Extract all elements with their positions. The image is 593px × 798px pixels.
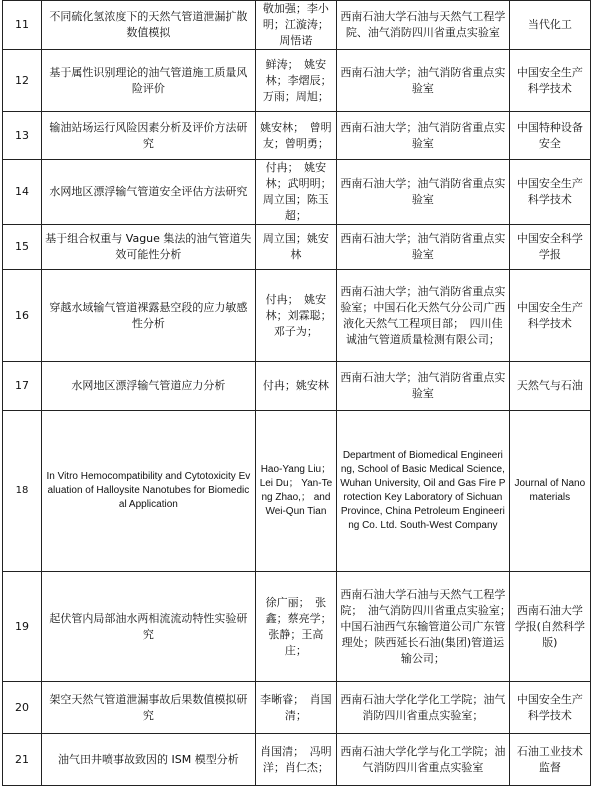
table-row: [3, 160, 591, 225]
paper-authors: 周立国；姚安林: [255, 225, 336, 270]
row-number: 18: [3, 411, 42, 572]
row-number: 17: [3, 362, 42, 411]
paper-authors: 付冉； 姚安林；刘霖聪； 邓子为；: [255, 270, 336, 362]
row-number: 13: [3, 112, 42, 160]
row-number: 19: [3, 572, 42, 682]
table-row: [3, 112, 591, 160]
paper-authors: 姚安林； 曾明友；曾明勇；: [255, 112, 336, 160]
paper-institution: 西南石油大学化学与化工学院；油气消防四川省重点实验室: [337, 734, 510, 786]
paper-journal: 中国安全生产科学技术: [509, 270, 590, 362]
paper-authors: 付冉；姚安林: [255, 362, 336, 411]
table-row: [3, 411, 591, 572]
paper-title: 穿越水域输气管道裸露悬空段的应力敏感性分析: [41, 270, 255, 362]
paper-authors: 李晰睿； 肖国清；: [255, 682, 336, 734]
paper-journal: 中国特种设备安全: [509, 112, 590, 160]
paper-institution: 西南石油大学；油气消防省重点实验室: [337, 362, 510, 411]
table-row: [3, 572, 591, 682]
row-number: 20: [3, 682, 42, 734]
paper-journal: 中国安全科学学报: [509, 225, 590, 270]
paper-journal: 当代化工: [509, 1, 590, 50]
paper-title: 水网地区漂浮输气管道安全评估方法研究: [41, 160, 255, 225]
paper-institution: 西南石油大学；油气消防省重点实验室: [337, 112, 510, 160]
table-row: [3, 362, 591, 411]
paper-title: 基于组合权重与 Vague 集法的油气管道失效可能性分析: [41, 225, 255, 270]
paper-authors: Hao-Yang Liu； Lei Du； Yan-Teng Zhao,； and Wei-Qun Tian: [255, 411, 336, 572]
row-number: 12: [3, 50, 42, 112]
paper-institution: Department of Biomedical Engineering, School of Basic Medical Science, Wuhan University, Oil and Gas Fire Protection Key Laboratory of Sichuan Province, China Petroleum Engineering Co. Ltd. South-West Company: [337, 411, 510, 572]
paper-title: 输油站场运行风险因素分析及评价方法研究: [41, 112, 255, 160]
paper-authors: 鲜涛； 姚安林；李熠辰； 万雨；周旭；: [255, 50, 336, 112]
paper-institution: 西南石油大学石油与天然气工程学院； 油气消防四川省重点实验室； 中国石油西气东输管道公司广东管理处；陕西延长石油(集团)管道运输公司；: [337, 572, 510, 682]
table-row: [3, 1, 591, 50]
paper-authors: 肖国清； 冯明洋；肖仁杰；: [255, 734, 336, 786]
paper-title: 油气田井喷事故致因的 ISM 模型分析: [41, 734, 255, 786]
paper-title: 架空天然气管道泄漏事故后果数值模拟研究: [41, 682, 255, 734]
paper-institution: 西南石油大学；油气消防省重点实验室: [337, 225, 510, 270]
paper-authors: 付冉； 姚安林；武明明； 周立国；陈玉超；: [255, 160, 336, 225]
publication-table: [2, 0, 591, 786]
table-row: [3, 682, 591, 734]
paper-institution: 西南石油大学；油气消防省重点实验室: [337, 160, 510, 225]
paper-title: In Vitro Hemocompatibility and Cytotoxicity Evaluation of Halloysite Nanotubes for Biomedical Application: [41, 411, 255, 572]
row-number: 14: [3, 160, 42, 225]
paper-title: 水网地区漂浮输气管道应力分析: [41, 362, 255, 411]
table-row: [3, 734, 591, 786]
paper-authors: 敬加强；李小明；江漩涛；周悟诺: [255, 1, 336, 50]
paper-journal: Journal of Nanomaterials: [509, 411, 590, 572]
row-number: 11: [3, 1, 42, 50]
table-row: [3, 270, 591, 362]
paper-journal: 西南石油大学学报(自然科学版): [509, 572, 590, 682]
row-number: 15: [3, 225, 42, 270]
paper-title: 不同硫化氢浓度下的天然气管道泄漏扩散数值模拟: [41, 1, 255, 50]
paper-institution: 西南石油大学石油与天然气工程学院、油气消防四川省重点实验室: [337, 1, 510, 50]
table-row: [3, 225, 591, 270]
paper-journal: 石油工业技术监督: [509, 734, 590, 786]
row-number: 16: [3, 270, 42, 362]
paper-institution: 西南石油大学化学化工学院；油气消防四川省重点实验室；: [337, 682, 510, 734]
row-number: 21: [3, 734, 42, 786]
paper-journal: 中国安全生产科学技术: [509, 50, 590, 112]
paper-authors: 徐广丽； 张鑫；蔡亮学； 张静；王高庄；: [255, 572, 336, 682]
paper-title: 基于属性识别理论的油气管道施工质量风险评价: [41, 50, 255, 112]
paper-journal: 中国安全生产科学技术: [509, 160, 590, 225]
paper-institution: 西南石油大学；油气消防省重点实验室: [337, 50, 510, 112]
paper-journal: 中国安全生产科学技术: [509, 682, 590, 734]
paper-institution: 西南石油大学；油气消防省重点实验室；中国石化天然气分公司广西液化天然气工程项目部； 四川佳诚油气管道质量检测有限公司；: [337, 270, 510, 362]
paper-title: 起伏管内局部油水两相流流动特性实验研究: [41, 572, 255, 682]
table-row: [3, 50, 591, 112]
paper-journal: 天然气与石油: [509, 362, 590, 411]
